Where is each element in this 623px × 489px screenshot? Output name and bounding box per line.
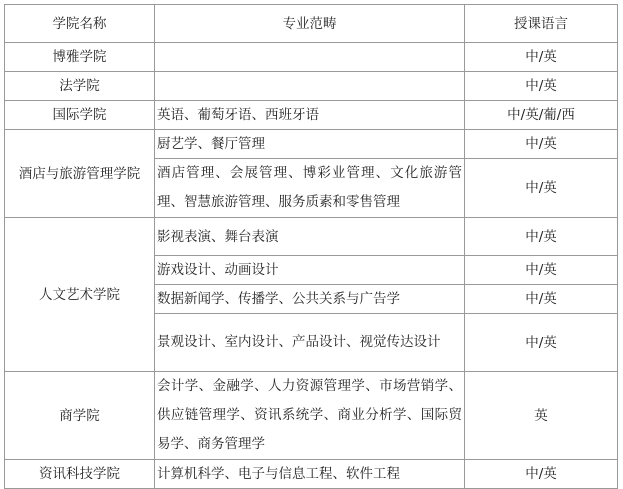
language-cell: 中/英 <box>465 314 618 372</box>
language-cell: 中/英 <box>465 285 618 314</box>
table-row <box>5 101 618 130</box>
majors-cell: 会计学、金融学、人力资源管理学、市场营销学、供应链管理学、资讯系统学、商业分析学、国际贸易学、商务管理学 <box>155 372 465 460</box>
majors-cell: 计算机科学、电子与信息工程、软件工程 <box>155 460 465 489</box>
majors-cell: 数据新闻学、传播学、公共关系与广告学 <box>155 285 465 314</box>
college-cell: 博雅学院 <box>5 43 155 72</box>
table-row <box>5 372 618 460</box>
language-cell: 中/英 <box>465 43 618 72</box>
header-majors: 专业范畴 <box>155 5 465 43</box>
table-header-row <box>5 5 618 43</box>
table-row <box>5 130 618 159</box>
table-row <box>5 43 618 72</box>
header-language: 授课语言 <box>465 5 618 43</box>
college-cell: 法学院 <box>5 72 155 101</box>
language-cell: 中/英 <box>465 256 618 285</box>
language-cell: 英 <box>465 372 618 460</box>
language-cell: 中/英 <box>465 218 618 256</box>
language-cell: 中/英/葡/西 <box>465 101 618 130</box>
majors-cell <box>155 43 465 72</box>
majors-cell: 影视表演、舞台表演 <box>155 218 465 256</box>
college-cell: 国际学院 <box>5 101 155 130</box>
majors-cell <box>155 72 465 101</box>
language-cell: 中/英 <box>465 130 618 159</box>
majors-cell: 厨艺学、餐厅管理 <box>155 130 465 159</box>
college-cell: 商学院 <box>5 372 155 460</box>
college-cell: 人文艺术学院 <box>5 218 155 372</box>
table-row <box>5 218 618 256</box>
table-row <box>5 460 618 489</box>
majors-cell: 酒店管理、会展管理、博彩业管理、文化旅游管理、智慧旅游管理、服务质素和零售管理 <box>155 159 465 218</box>
language-cell: 中/英 <box>465 159 618 218</box>
majors-cell: 英语、葡萄牙语、西班牙语 <box>155 101 465 130</box>
majors-cell: 游戏设计、动画设计 <box>155 256 465 285</box>
programs-table <box>4 4 618 489</box>
majors-cell: 景观设计、室内设计、产品设计、视觉传达设计 <box>155 314 465 372</box>
language-cell: 中/英 <box>465 72 618 101</box>
college-cell: 酒店与旅游管理学院 <box>5 130 155 218</box>
college-cell: 资讯科技学院 <box>5 460 155 489</box>
table-row <box>5 72 618 101</box>
header-college: 学院名称 <box>5 5 155 43</box>
language-cell: 中/英 <box>465 460 618 489</box>
